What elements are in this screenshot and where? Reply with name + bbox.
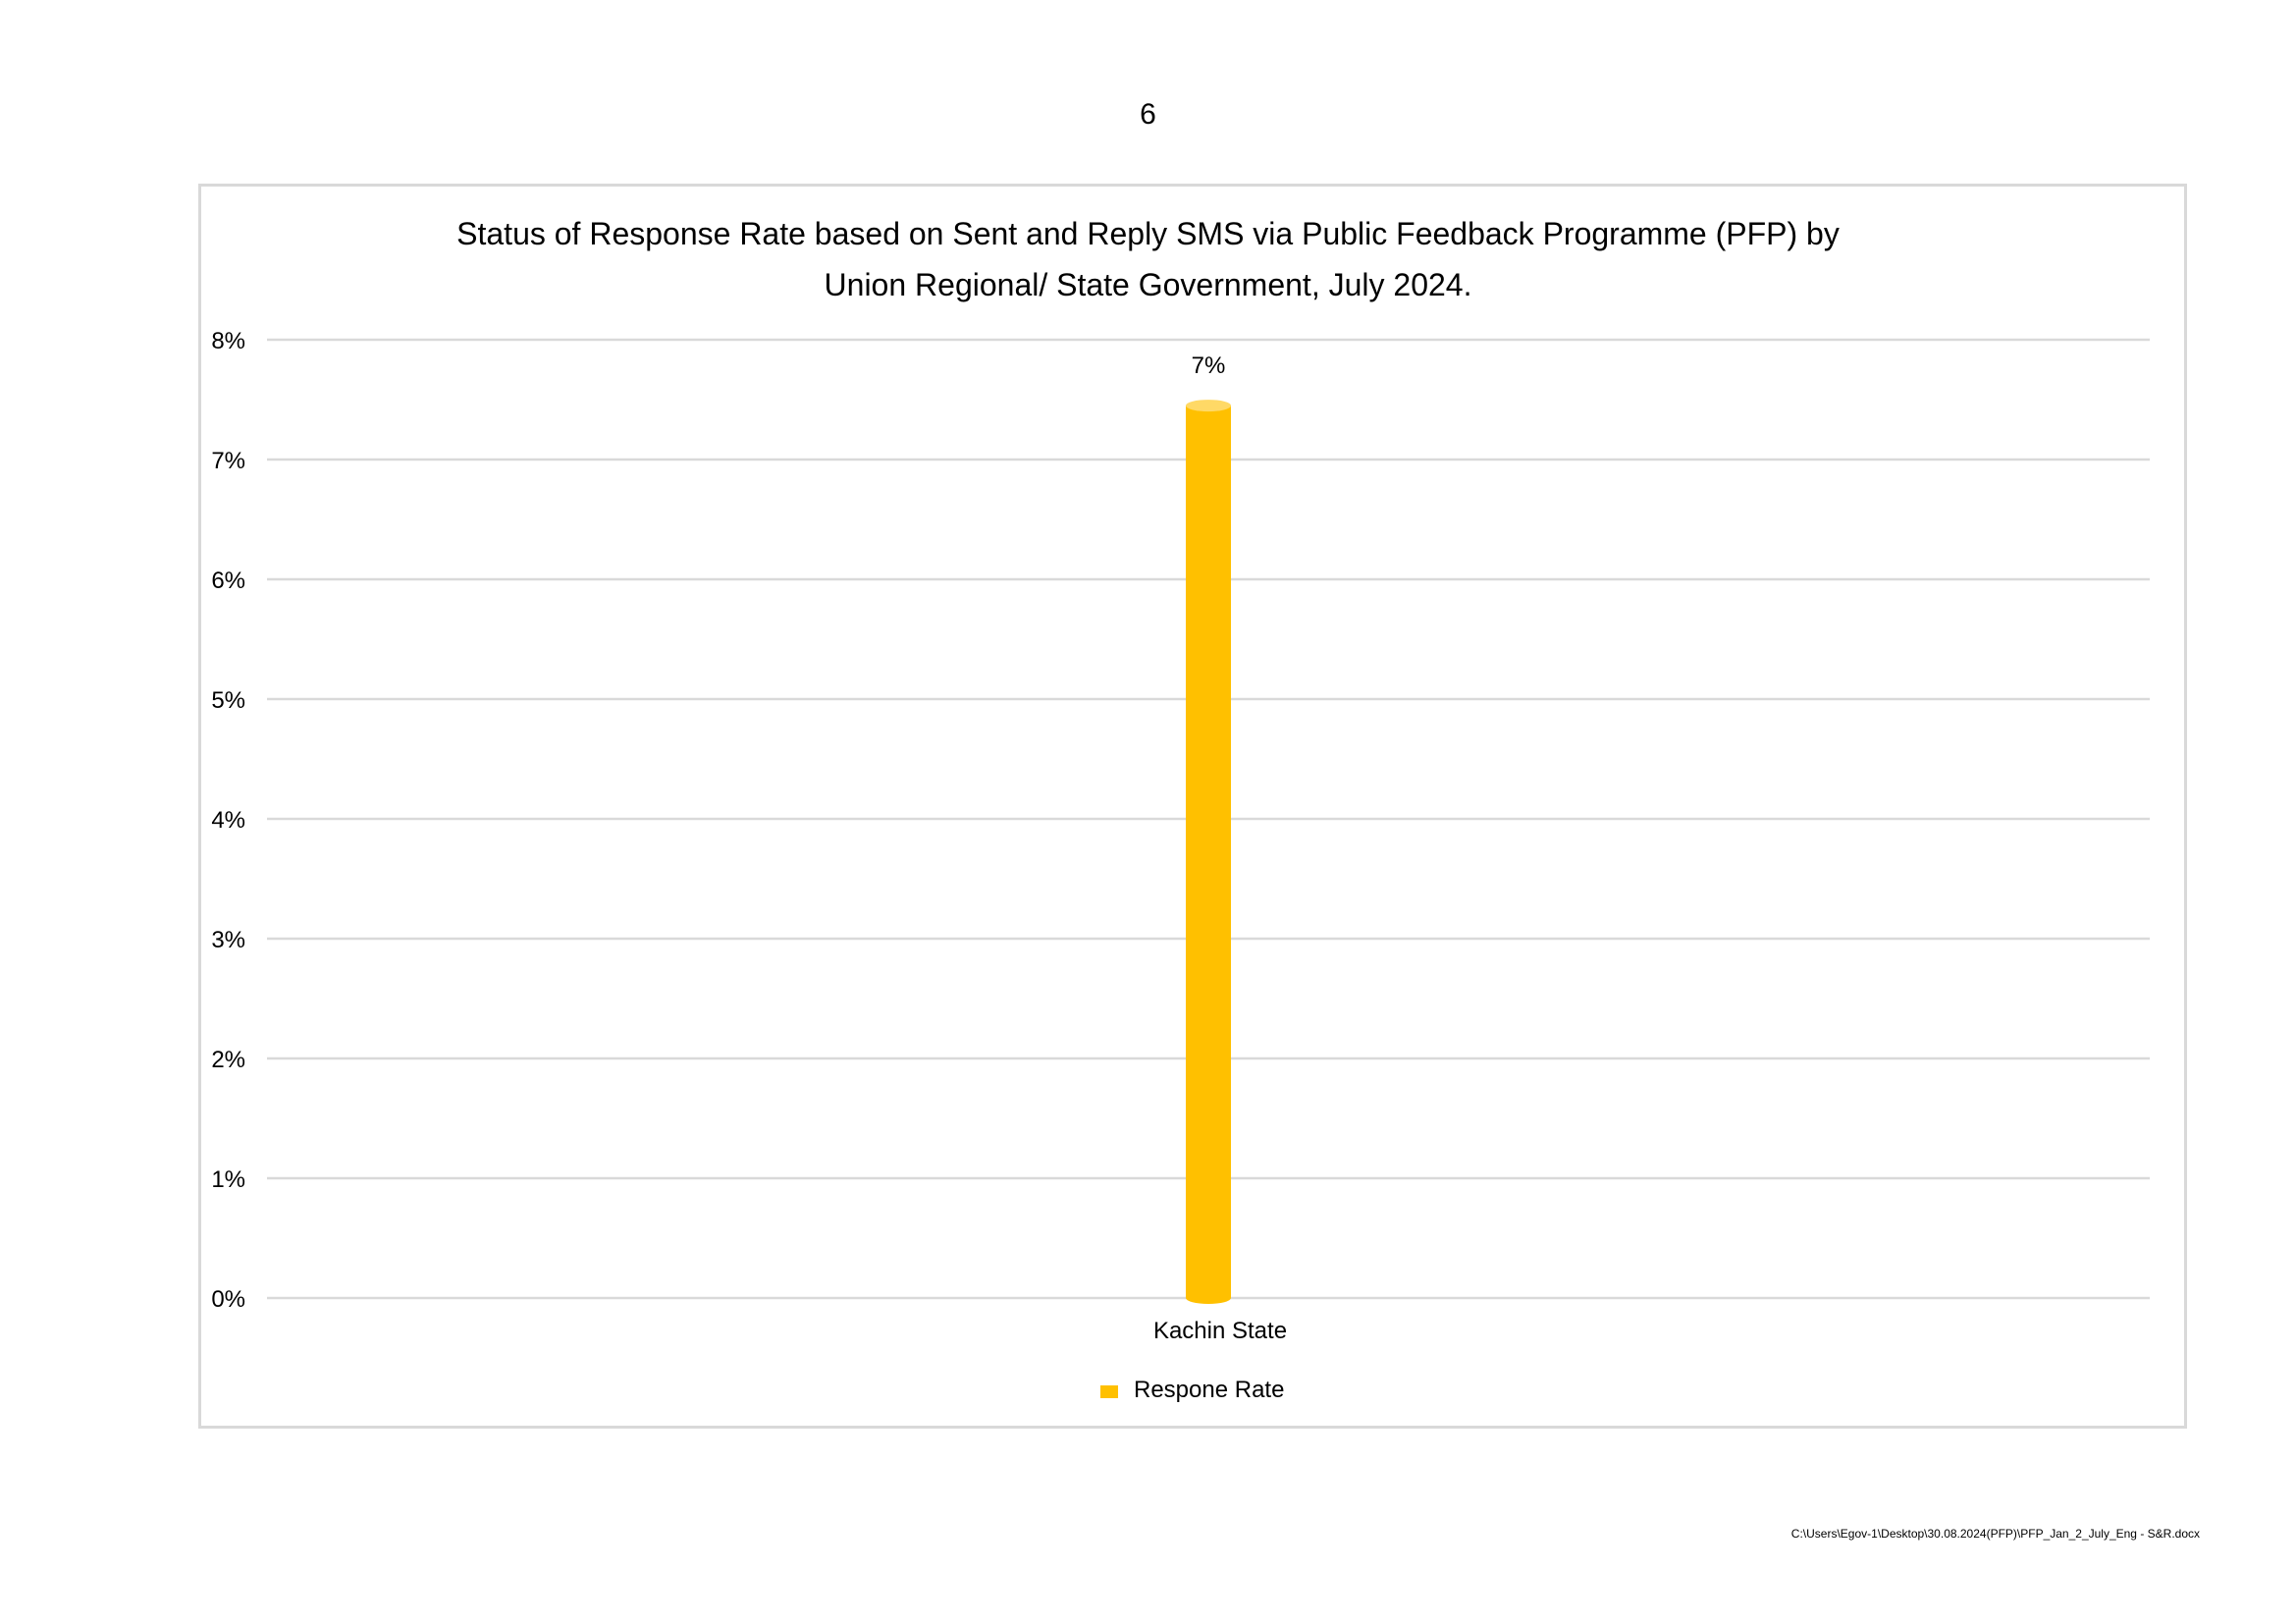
bar-top bbox=[1186, 400, 1231, 411]
chart-title-line-2: Union Regional/ State Government, July 2024. bbox=[824, 267, 1472, 302]
y-tick-label: 1% bbox=[211, 1166, 245, 1193]
y-tick-label: 8% bbox=[211, 328, 245, 354]
chart-title-line-1: Status of Response Rate based on Sent and Reply SMS via Public Feedback Programme (PFP) by bbox=[456, 216, 1840, 251]
footer-file-path: C:\Users\Egov-1\Desktop\30.08.2024(PFP)\PFP_Jan_2_July_Eng - S&R.docx bbox=[1790, 1527, 2200, 1541]
legend-label: Respone Rate bbox=[1134, 1377, 1285, 1403]
legend-swatch bbox=[1100, 1385, 1118, 1398]
bar bbox=[1186, 406, 1231, 1298]
y-tick-label: 3% bbox=[211, 927, 245, 953]
bar-base bbox=[1186, 1292, 1231, 1304]
y-tick-label: 0% bbox=[211, 1286, 245, 1313]
y-tick-label: 5% bbox=[211, 687, 245, 714]
x-category-label: Kachin State bbox=[1152, 1318, 1288, 1344]
page-number: 6 bbox=[1140, 98, 1156, 131]
y-tick-label: 2% bbox=[211, 1047, 245, 1073]
y-tick-label: 6% bbox=[211, 568, 245, 594]
data-label: 7% bbox=[1191, 352, 1226, 380]
y-tick-label: 7% bbox=[211, 448, 245, 474]
y-tick-label: 4% bbox=[211, 807, 245, 834]
